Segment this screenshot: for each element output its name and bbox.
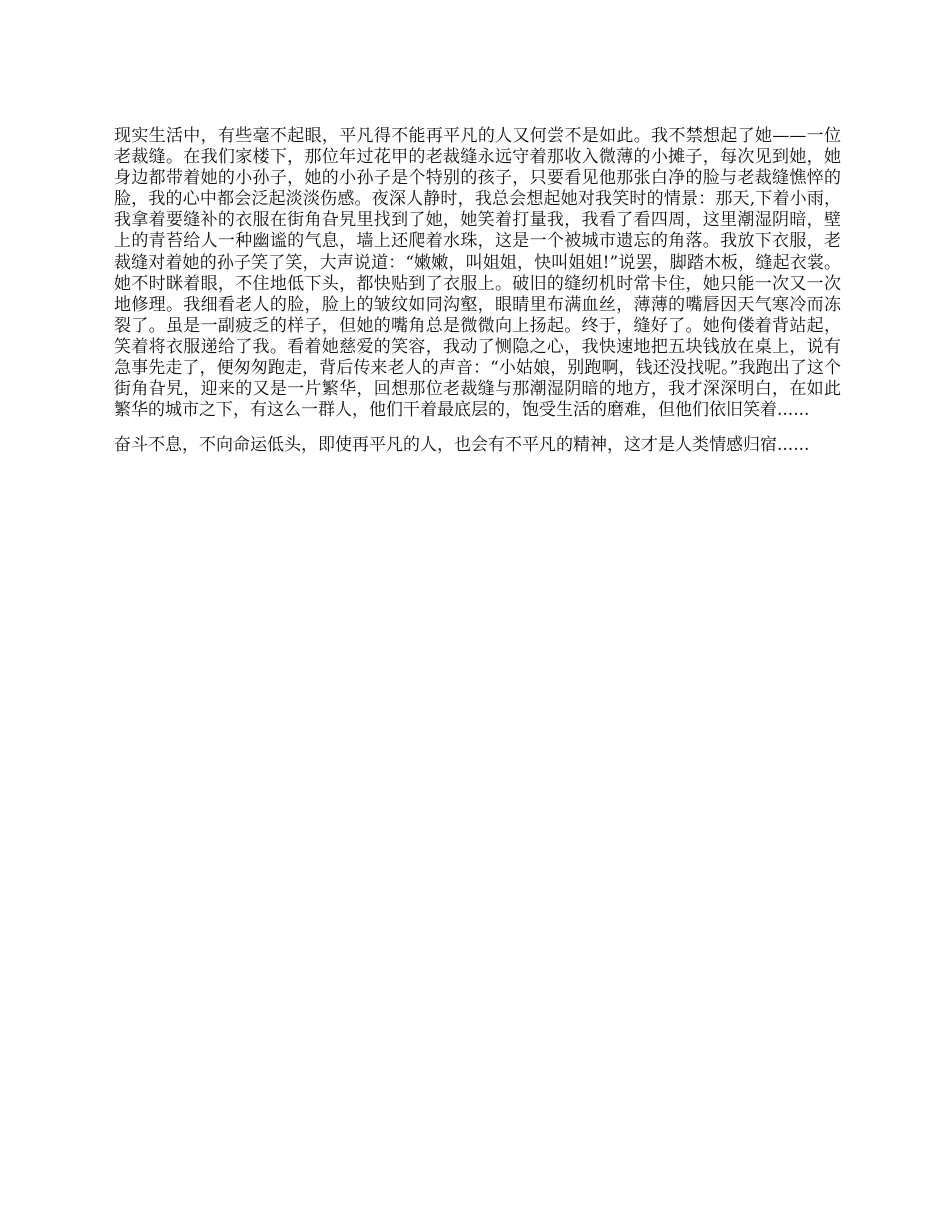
paragraph-story: 现实生活中，有些毫不起眼，平凡得不能再平凡的人又何尝不是如此。我不禁想起了她——一位老裁缝。在我们家楼下，那位年过花甲的老裁缝永远守着那收入微薄的小摊子，每次见到她，她身边都带着她的小孙子，她的小孙子是个特别的孩子，只要看见他那张白净的脸与老裁缝憔悴的脸，我的心中都会泛起淡淡伤感。夜深人静时，我总会想起她对我笑时的情景：那天,下着小雨，我拿着要缝补的衣服在街角旮旯里找到了她，她笑着打量我，我看了看四周，这里潮湿阴暗，壁上的青苔给人一种幽谧的气息，墙上还爬着水珠，这是一个被城市遗忘的角落。我放下衣服，老裁缝对着她的孙子笑了笑，大声说道：“嫩嫩，叫姐姐，快叫姐姐!”说罢，脚踏木板，缝起衣裳。她不时眯着眼，不住地低下头，都快贴到了衣服上。破旧的缝纫机时常卡住，她只能一次又一次地修理。我细看老人的脸，脸上的皱纹如同沟壑，眼睛里布满血丝，薄薄的嘴唇因天气寒冷而冻裂了。虽是一副疲乏的样子，但她的嘴角总是微微向上扬起。终于，缝好了。她佝偻着背站起，笑着将衣服递给了我。看着她慈爱的笑容，我动了恻隐之心，我快速地把五块钱放在桌上，说有急事先走了，便匆匆跑走，背后传来老人的声音：“小姑娘，别跑啊，钱还没找呢。”我跑出了这个街角旮旯，迎来的又是一片繁华，回想那位老裁缝与那潮湿阴暗的地方，我才深深明白，在如此繁华的城市之下，有这么一群人，他们干着最底层的，饱受生活的磨难，但他们依旧笑着...... bbox=[114, 126, 841, 421]
paragraph-conclusion: 奋斗不息，不向命运低头，即使再平凡的人，也会有不平凡的精神，这才是人类情感归宿...... bbox=[114, 435, 810, 456]
document-body bbox=[114, 126, 841, 456]
